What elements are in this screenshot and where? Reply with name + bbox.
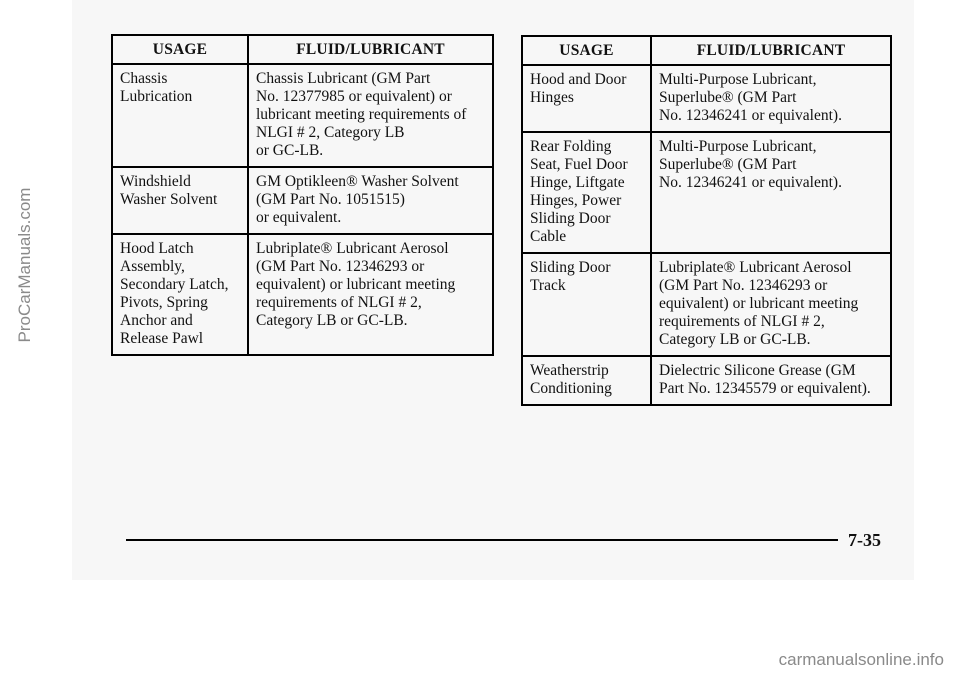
usage-line: Sliding Door <box>530 259 611 276</box>
fluid-line: requirements of NLGI # 2, <box>659 313 825 330</box>
usage-line: Conditioning <box>530 380 612 397</box>
right-table-body <box>522 65 891 405</box>
fluid-line: or GC-LB. <box>256 142 324 159</box>
side-watermark <box>10 95 40 435</box>
fluid-cell <box>248 167 493 234</box>
table-row <box>112 234 493 355</box>
fluid-line: Chassis Lubricant (GM Part <box>256 70 431 87</box>
fluid-cell <box>651 356 891 405</box>
usage-line: Hinge, Liftgate <box>530 174 625 191</box>
fluid-cell <box>248 64 493 167</box>
fluid-line: GM Optikleen® Washer Solvent <box>256 173 459 190</box>
fluid-line: Lubriplate® Lubricant Aerosol <box>659 259 852 276</box>
usage-line: Assembly, <box>120 258 185 275</box>
fluid-line: Multi-Purpose Lubricant, <box>659 138 817 155</box>
usage-line: Seat, Fuel Door <box>530 156 628 173</box>
fluid-line: Dielectric Silicone Grease (GM <box>659 362 856 379</box>
right-lubricant-table <box>521 35 892 406</box>
usage-line: Hinges <box>530 89 574 106</box>
usage-line: Washer Solvent <box>120 191 218 208</box>
usage-line: Windshield <box>120 173 191 190</box>
fluid-line: No. 12346241 or equivalent). <box>659 174 842 191</box>
fluid-line: Multi-Purpose Lubricant, <box>659 71 817 88</box>
fluid-line: Category LB or GC-LB. <box>256 312 408 329</box>
fluid-line: equivalent) or lubricant meeting <box>256 276 456 293</box>
usage-line: Secondary Latch, <box>120 276 229 293</box>
fluid-header: FLUID/LUBRICANT <box>248 35 493 64</box>
usage-line: Track <box>530 277 566 294</box>
fluid-line: No. 12377985 or equivalent) or <box>256 88 452 105</box>
usage-line: Hood and Door <box>530 71 627 88</box>
usage-cell <box>112 64 248 167</box>
usage-cell <box>522 356 651 405</box>
usage-line: Pivots, Spring <box>120 294 208 311</box>
table-row <box>522 356 891 405</box>
table-row <box>522 132 891 253</box>
usage-header: USAGE <box>112 35 248 64</box>
fluid-cell <box>651 132 891 253</box>
table-row <box>522 253 891 356</box>
usage-line: Chassis <box>120 70 168 87</box>
usage-line: Weatherstrip <box>530 362 609 379</box>
usage-line: Lubrication <box>120 88 193 105</box>
usage-line: Anchor and <box>120 312 193 329</box>
fluid-line: Superlube® (GM Part <box>659 156 797 173</box>
usage-cell <box>522 253 651 356</box>
table-header-row <box>522 36 891 65</box>
usage-cell <box>522 132 651 253</box>
fluid-cell <box>651 253 891 356</box>
fluid-line: No. 12346241 or equivalent). <box>659 107 842 124</box>
fluid-line: NLGI # 2, Category LB <box>256 124 405 141</box>
table-header-row <box>112 35 493 64</box>
footer-rule <box>126 539 838 541</box>
fluid-line: Lubriplate® Lubricant Aerosol <box>256 240 449 257</box>
usage-line: Release Pawl <box>120 330 204 347</box>
table-row <box>522 65 891 132</box>
page-number: 7-35 <box>848 530 881 550</box>
left-table-body <box>112 64 493 355</box>
fluid-header: FLUID/LUBRICANT <box>651 36 891 65</box>
usage-cell <box>112 234 248 355</box>
usage-line: Rear Folding <box>530 138 612 155</box>
left-lubricant-table <box>111 34 494 356</box>
usage-header: USAGE <box>522 36 651 65</box>
usage-line: Hood Latch <box>120 240 194 257</box>
fluid-line: (GM Part No. 12346293 or <box>659 277 828 294</box>
usage-line: Hinges, Power <box>530 192 622 209</box>
fluid-cell <box>651 65 891 132</box>
fluid-line: (GM Part No. 12346293 or <box>256 258 425 275</box>
fluid-line: Part No. 12345579 or equivalent). <box>659 380 871 397</box>
fluid-line: Superlube® (GM Part <box>659 89 797 106</box>
usage-line: Sliding Door <box>530 210 611 227</box>
bottom-watermark: carmanualsonline.info <box>778 650 944 669</box>
usage-line: Cable <box>530 228 567 245</box>
fluid-line: lubricant meeting requirements of <box>256 106 467 123</box>
usage-cell <box>522 65 651 132</box>
fluid-line: requirements of NLGI # 2, <box>256 294 422 311</box>
fluid-line: (GM Part No. 1051515) <box>256 191 405 208</box>
side-watermark-text: ProCarManuals.com <box>15 187 34 343</box>
fluid-line: or equivalent. <box>256 209 342 226</box>
fluid-line: equivalent) or lubricant meeting <box>659 295 859 312</box>
table-row <box>112 64 493 167</box>
usage-cell <box>112 167 248 234</box>
fluid-cell <box>248 234 493 355</box>
fluid-line: Category LB or GC-LB. <box>659 331 811 348</box>
table-row <box>112 167 493 234</box>
